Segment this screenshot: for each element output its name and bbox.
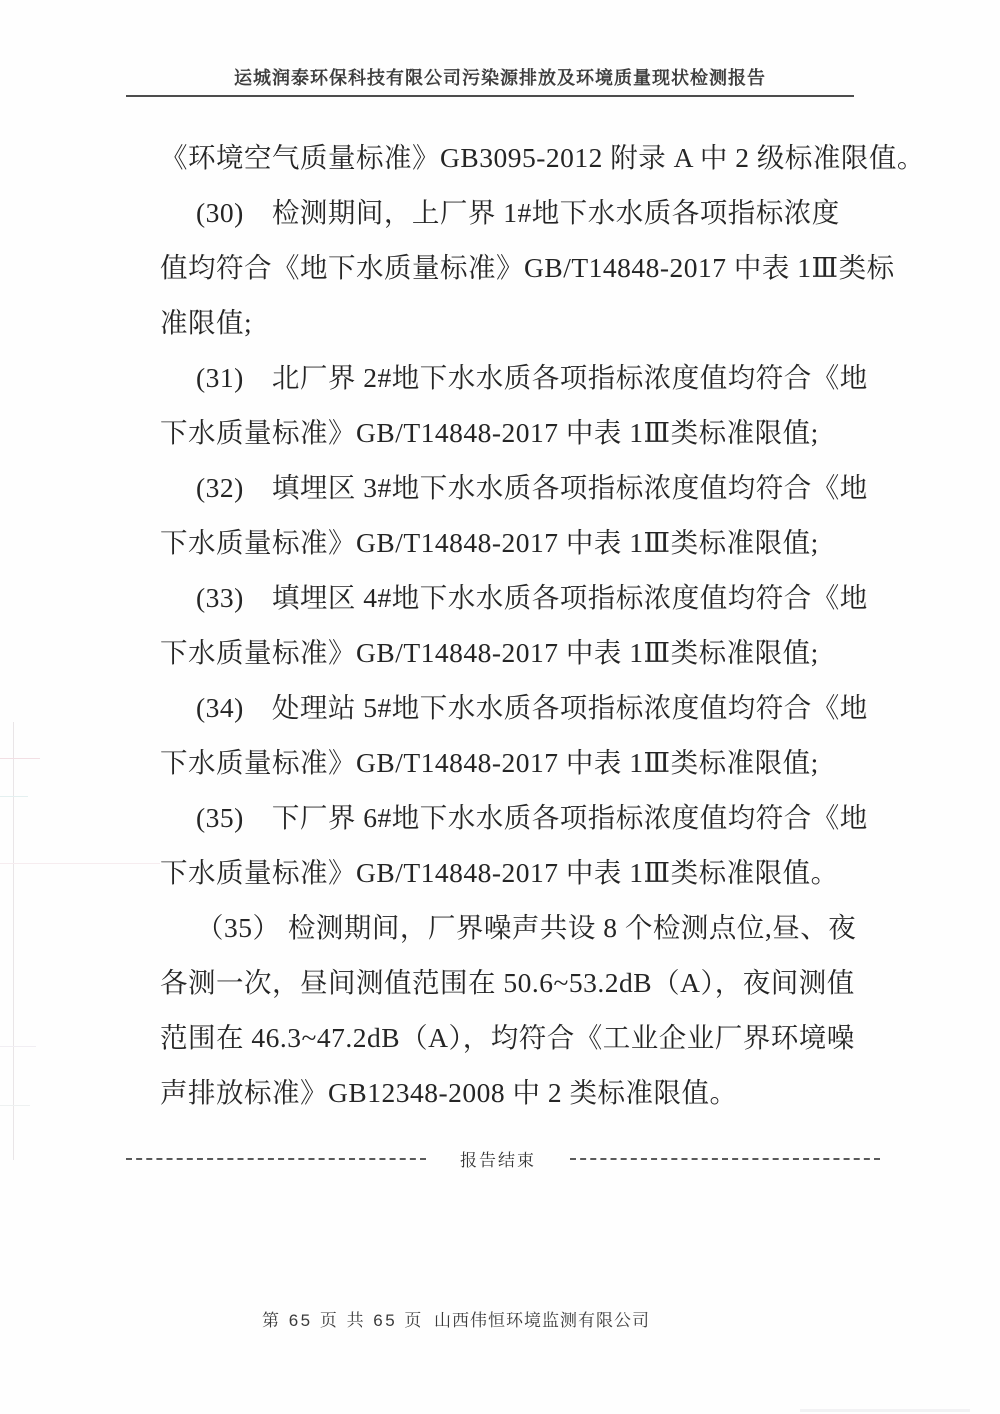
end-label: 报告结束 — [460, 1151, 536, 1170]
body-line: （35） 检测期间，厂界噪声共设 8 个检测点位,昼、夜 — [196, 912, 857, 943]
body-line: (32) 填埋区 3#地下水水质各项指标浓度值均符合《地 — [196, 472, 868, 503]
end-dash-left — [126, 1158, 426, 1160]
scan-artifact-hline — [0, 1105, 30, 1106]
body-line: (35) 下厂界 6#地下水水质各项指标浓度值均符合《地 — [196, 802, 868, 833]
scan-artifact-hline — [0, 796, 28, 797]
scan-artifact-hline — [0, 863, 160, 864]
body-line: 下水质量标准》GB/T14848-2017 中表 1Ⅲ类标准限值; — [160, 747, 819, 778]
page-header-title: 运城润泰环保科技有限公司污染源排放及环境质量现状检测报告 — [234, 68, 766, 88]
body-line: 各测一次，昼间测值范围在 50.6~53.2dB（A），夜间测值 — [160, 967, 855, 998]
report-end-marker — [126, 1146, 880, 1171]
body-line: 准限值; — [160, 307, 253, 338]
body-line: 《环境空气质量标准》GB3095-2012 附录 A 中 2 级标准限值。 — [160, 142, 925, 173]
body-line: 下水质量标准》GB/T14848-2017 中表 1Ⅲ类标准限值; — [160, 417, 819, 448]
scan-artifact-vline — [13, 722, 14, 1160]
body-line: 下水质量标准》GB/T14848-2017 中表 1Ⅲ类标准限值; — [160, 637, 819, 668]
body-line: (30) 检测期间，上厂界 1#地下水水质各项指标浓度 — [196, 197, 840, 228]
report-body — [160, 130, 925, 1120]
body-line: 值均符合《地下水质量标准》GB/T14848-2017 中表 1Ⅲ类标 — [160, 252, 895, 283]
footer-page-info: 第 65 页 共 65 页 — [262, 1311, 424, 1330]
body-line: (31) 北厂界 2#地下水水质各项指标浓度值均符合《地 — [196, 362, 868, 393]
body-line: 下水质量标准》GB/T14848-2017 中表 1Ⅲ类标准限值; — [160, 527, 819, 558]
body-line: (34) 处理站 5#地下水水质各项指标浓度值均符合《地 — [196, 692, 868, 723]
end-dash-right — [570, 1158, 880, 1160]
header-rule — [126, 95, 854, 97]
scan-artifact-hline — [0, 1046, 36, 1047]
body-line: (33) 填埋区 4#地下水水质各项指标浓度值均符合《地 — [196, 582, 868, 613]
body-line: 声排放标准》GB12348-2008 中 2 类标准限值。 — [160, 1077, 738, 1108]
footer-company-name: 山西伟恒环境监测有限公司 — [434, 1311, 650, 1330]
body-line: 下水质量标准》GB/T14848-2017 中表 1Ⅲ类标准限值。 — [160, 857, 839, 888]
scan-artifact-bottom-strip — [800, 1409, 970, 1412]
body-line: 范围在 46.3~47.2dB（A），均符合《工业企业厂界环境噪 — [160, 1022, 855, 1053]
scan-artifact-hline — [0, 758, 40, 759]
